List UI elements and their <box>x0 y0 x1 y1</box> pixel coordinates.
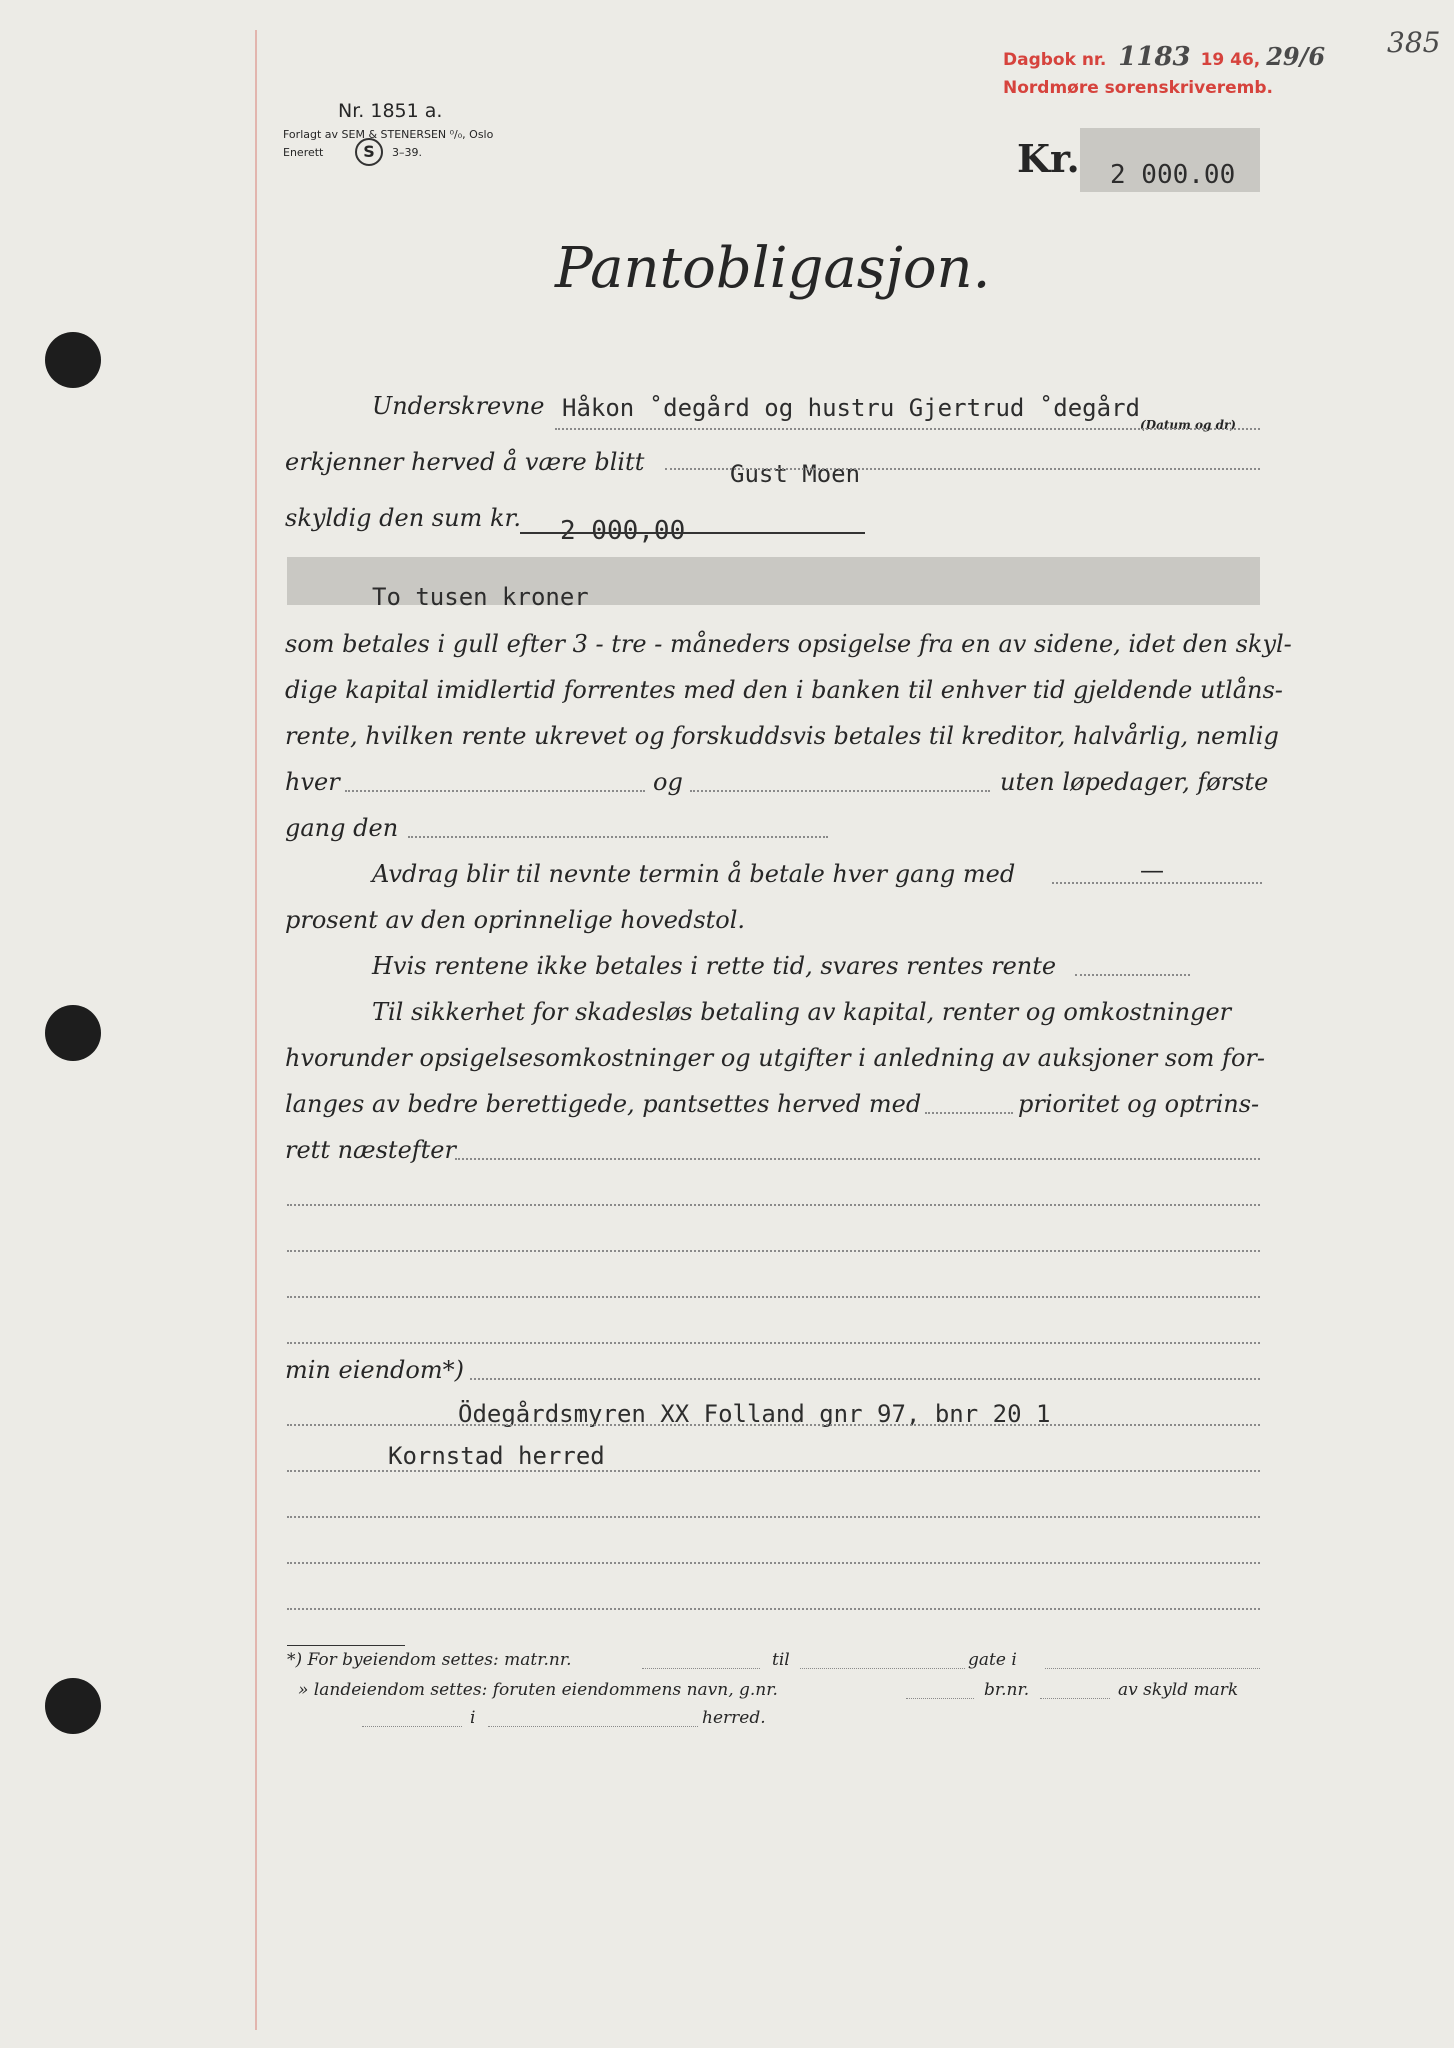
terms-line-2: dige kapital imidlertid forrentes med den i banken til enhver tid gjeldende utlåns- <box>285 676 1283 704</box>
stamp-label: Dagbok nr. <box>1003 50 1107 70</box>
stamp-office: Nordmøre sorenskriveremb. <box>1003 78 1273 98</box>
underskrevne-label: Underskrevne <box>372 392 545 420</box>
stamp-year: 19 46, <box>1200 50 1261 70</box>
property-line-2: Kornstad herred <box>388 1442 605 1470</box>
skyldig-value: 2 000,00 <box>560 516 686 546</box>
property-rule-1 <box>287 1424 1260 1426</box>
footnote-line-2a: » landeiendom settes: foruten eiendommens navn, g.nr. <box>298 1680 778 1700</box>
footnote-line-2b: br.nr. <box>984 1680 1030 1700</box>
footnote-line-3b: herred. <box>702 1708 766 1728</box>
sikkerhet-line-1: Til sikkerhet for skadesløs betaling av kapital, renter og omkostninger <box>372 998 1232 1026</box>
gang-den-line <box>408 836 828 838</box>
hver-label: hver <box>285 768 340 796</box>
form-number: Nr. 1851 a. <box>338 100 443 122</box>
og-label: og <box>653 768 683 796</box>
punch-hole-bottom <box>45 1678 101 1734</box>
prosent-text: prosent av den oprinnelige hovedstol. <box>285 906 746 934</box>
document-title: Pantobligasjon. <box>555 236 991 301</box>
skyldig-label: skyldig den sum kr. <box>285 504 521 532</box>
sikkerhet-line-3: langes av bedre berettigede, pantsettes herved med <box>285 1090 922 1118</box>
rentes-rente-line <box>1075 974 1190 976</box>
blank-line-7 <box>287 1608 1260 1610</box>
footnote-dots-7 <box>488 1726 698 1727</box>
underskrevne-note: (Datum og dr) <box>1140 418 1236 432</box>
footnote-rule <box>287 1645 405 1646</box>
uten-label: uten løpedager, første <box>1000 768 1269 796</box>
terms-line-3: rente, hvilken rente ukrevet og forskuddsvis betales til kreditor, halvårlig, nemlig <box>285 722 1279 750</box>
erkjenner-value: Gust Moen <box>730 460 861 488</box>
stamp-number: 1183 <box>1118 42 1191 72</box>
footnote-line-1c: gate i <box>968 1650 1017 1670</box>
avdrag-dash: — <box>1140 856 1164 884</box>
min-eiendom-label: min eiendom*) <box>285 1356 464 1384</box>
sikkerhet-line-4: rett næstefter <box>285 1136 456 1164</box>
avdrag-text: Avdrag blir til nevnte termin å betale hver gang med <box>372 860 1016 888</box>
footnote-dots-5 <box>1040 1698 1110 1699</box>
sikkerhet-line-2: hvorunder opsigelsesomkostninger og utgifter i anledning av auksjoner som for- <box>285 1044 1265 1072</box>
registry-stamp <box>1003 42 1325 72</box>
hver-line <box>345 790 645 792</box>
footnote-dots-4 <box>906 1698 974 1699</box>
min-eiendom-line <box>470 1378 1260 1380</box>
punch-hole-top <box>45 332 101 388</box>
amount-value: 2 000.00 <box>1110 160 1236 190</box>
amount-label: Kr. <box>1017 136 1080 181</box>
blank-line-1 <box>287 1204 1260 1206</box>
terms-line-1: som betales i gull efter 3 - tre - måneders opsigelse fra en av sidene, idet den skyl- <box>285 630 1292 658</box>
footnote-dots-6 <box>362 1726 462 1727</box>
footnote-line-1a: *) For byeiendom settes: matr.nr. <box>287 1650 572 1670</box>
footnote-dots-1 <box>642 1668 760 1669</box>
erkjenner-line <box>665 468 1260 470</box>
naestefter-line <box>455 1158 1260 1160</box>
rentes-rente-text: Hvis rentene ikke betales i rette tid, svares rentes rente <box>372 952 1057 980</box>
skyldig-line <box>520 532 865 534</box>
publisher-code: 3–39. <box>392 146 422 159</box>
publisher-line: Forlagt av SEM & STENERSEN ⁰/₀, Oslo <box>283 128 494 141</box>
og-line <box>690 790 990 792</box>
punch-hole-middle <box>45 1005 101 1061</box>
sikkerhet-line-3b: prioritet og optrins- <box>1018 1090 1260 1118</box>
blank-line-3 <box>287 1296 1260 1298</box>
footnote-dots-2 <box>800 1668 965 1669</box>
page-number: 385 <box>1387 26 1441 59</box>
prioritet-line <box>925 1112 1013 1114</box>
words-value: To tusen kroner <box>372 583 589 611</box>
underskrevne-value: Håkon ˚degård og hustru Gjertrud ˚degård <box>562 394 1140 422</box>
property-rule-2 <box>287 1470 1260 1472</box>
underskrevne-line <box>555 428 1260 430</box>
blank-line-2 <box>287 1250 1260 1252</box>
blank-line-5 <box>287 1516 1260 1518</box>
red-margin-line <box>255 30 257 2030</box>
stamp-date: 29/6 <box>1266 42 1326 71</box>
property-line-1: Ödegårdsmyren XX Folland gnr 97, bnr 20 1 <box>458 1400 1051 1428</box>
blank-line-4 <box>287 1342 1260 1344</box>
footnote-line-1b: til <box>772 1650 790 1670</box>
erkjenner-label: erkjenner herved å være blitt <box>285 448 645 476</box>
blank-line-6 <box>287 1562 1260 1564</box>
footnote-line-2c: av skyld mark <box>1118 1680 1239 1700</box>
footnote-dots-3 <box>1045 1668 1260 1669</box>
gang-den-label: gang den <box>285 814 399 842</box>
publisher-logo: S <box>355 138 383 166</box>
footnote-line-3a: i <box>470 1708 476 1728</box>
publisher-sub: Enerett <box>283 146 324 159</box>
